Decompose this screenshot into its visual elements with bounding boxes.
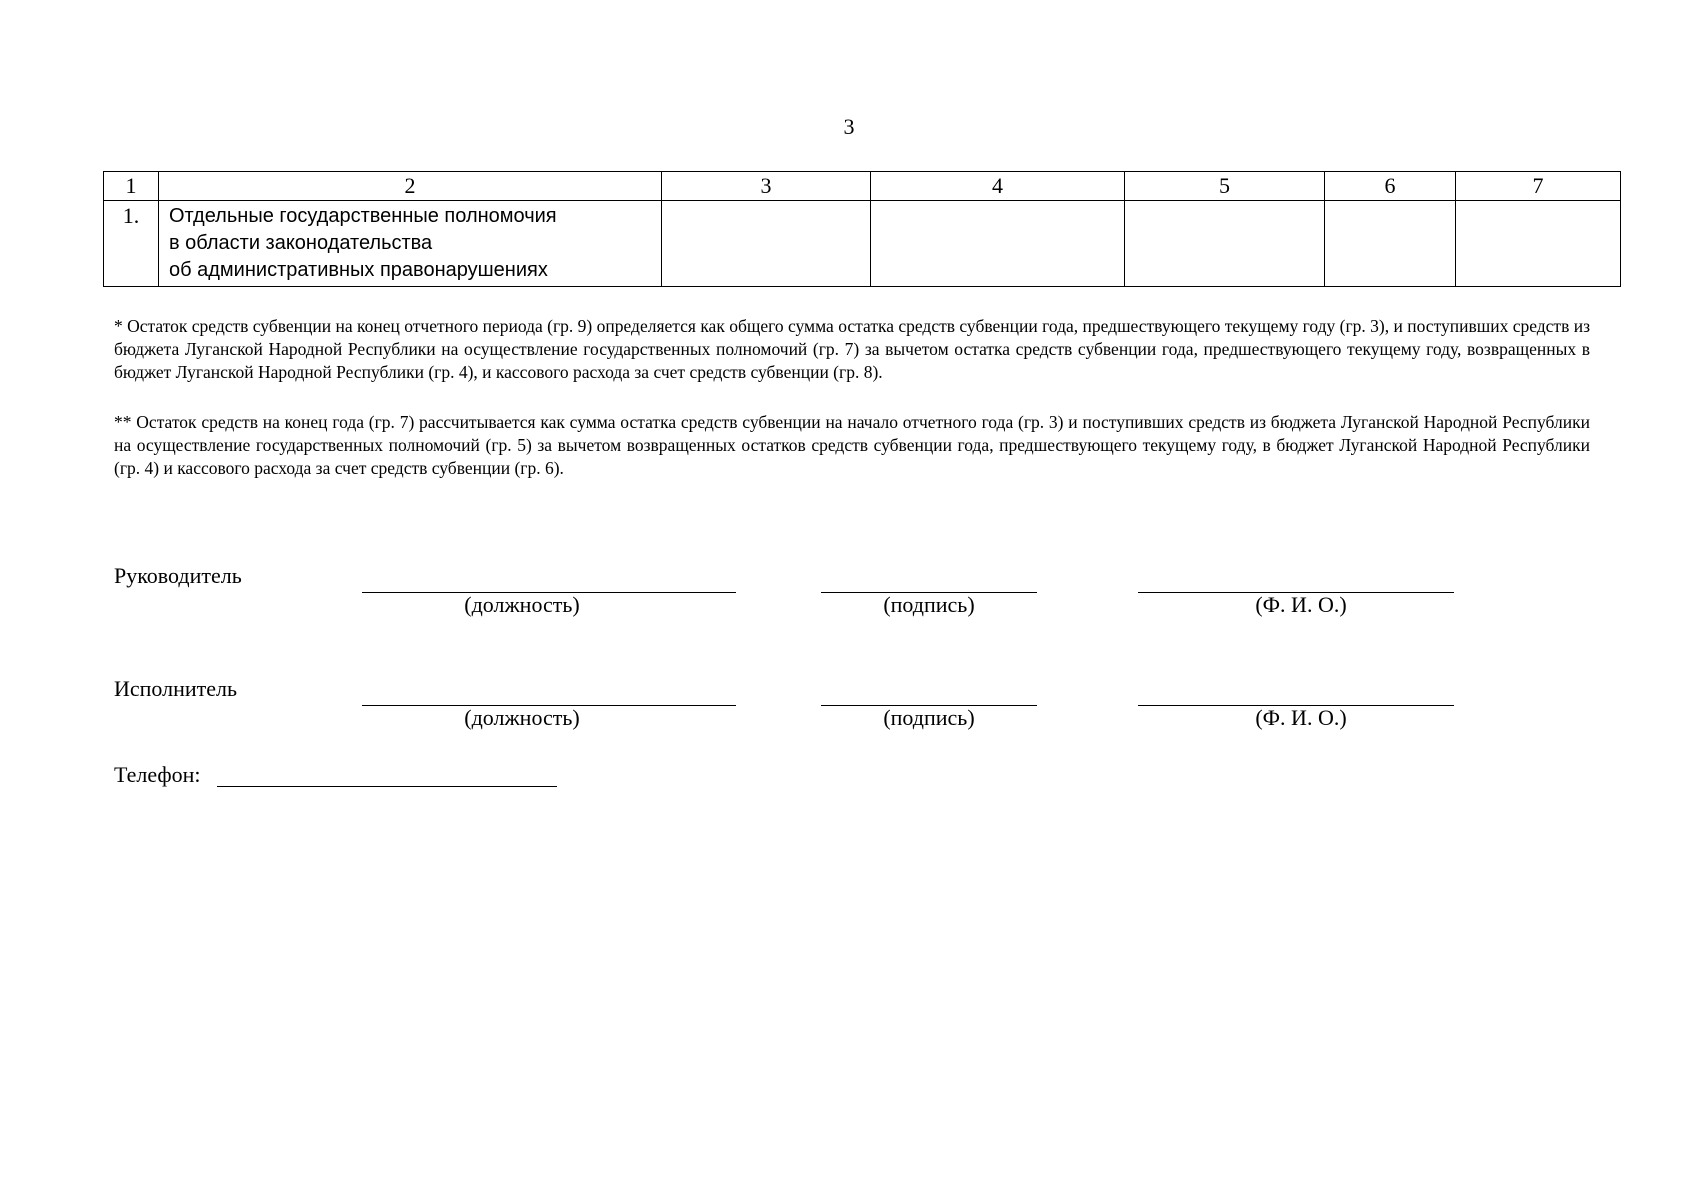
page-number: 3 bbox=[843, 114, 855, 139]
table-cell bbox=[1325, 201, 1456, 287]
phone-label: Телефон: bbox=[114, 762, 201, 787]
row-name-line: Отдельные государственные полномочия bbox=[169, 205, 557, 227]
column-header-6: 6 bbox=[1325, 172, 1456, 201]
table-cell bbox=[871, 201, 1125, 287]
column-header-5: 5 bbox=[1125, 172, 1325, 201]
head-signature-caption: (подпись) bbox=[883, 592, 975, 617]
column-header-2: 2 bbox=[159, 172, 662, 201]
head-position-caption: (должность) bbox=[464, 592, 580, 617]
table-cell bbox=[1125, 201, 1325, 287]
row-name bbox=[159, 201, 662, 287]
report-table bbox=[103, 171, 1621, 287]
phone-line[interactable] bbox=[217, 786, 557, 787]
table-row bbox=[104, 201, 1621, 287]
row-number: 1. bbox=[104, 201, 159, 287]
head-name-caption: (Ф. И. О.) bbox=[1255, 592, 1347, 617]
row-name-line: в области законодательства bbox=[169, 232, 433, 254]
table-cell bbox=[662, 201, 871, 287]
footnote-double-asterisk: ** Остаток средств на конец года (гр. 7) рассчитывается как сумма остатка средств субвенции на начало отчетного года (гр. 3) и поступивших средств из бюджета Луганской Народной Республики на осуществление государственных полномочий (гр. 5) за вычетом возвращенных остатков средств субвенции года, предшествующего текущему году, в бюджет Луганской Народной Республики (гр. 4) и кассового расхода за счет средств субвенции (гр. 6). bbox=[114, 412, 1590, 478]
row-name-line: об административных правонарушениях bbox=[169, 259, 548, 281]
table-cell bbox=[1456, 201, 1621, 287]
table-header-row bbox=[104, 172, 1621, 201]
executor-name-caption: (Ф. И. О.) bbox=[1255, 705, 1347, 730]
executor-position-caption: (должность) bbox=[464, 705, 580, 730]
column-header-4: 4 bbox=[871, 172, 1125, 201]
executor-signature-caption: (подпись) bbox=[883, 705, 975, 730]
column-header-1: 1 bbox=[104, 172, 159, 201]
column-header-3: 3 bbox=[662, 172, 871, 201]
executor-role-label: Исполнитель bbox=[114, 676, 238, 701]
footnote-single-asterisk: * Остаток средств субвенции на конец отчетного периода (гр. 9) определяется как общего сумма остатка средств субвенции года, предшествующего текущему году (гр. 3), и поступивших средств из бюджета Луганской Народной Республики на осуществление государственных полномочий (гр. 7) за вычетом остатка средств субвенции года, предшествующего текущему году, возвращенных в бюджет Луганской Народной Республики (гр. 4), и кассового расхода за счет средств субвенции (гр. 8). bbox=[114, 316, 1590, 382]
head-role-label: Руководитель bbox=[114, 563, 242, 588]
column-header-7: 7 bbox=[1456, 172, 1621, 201]
